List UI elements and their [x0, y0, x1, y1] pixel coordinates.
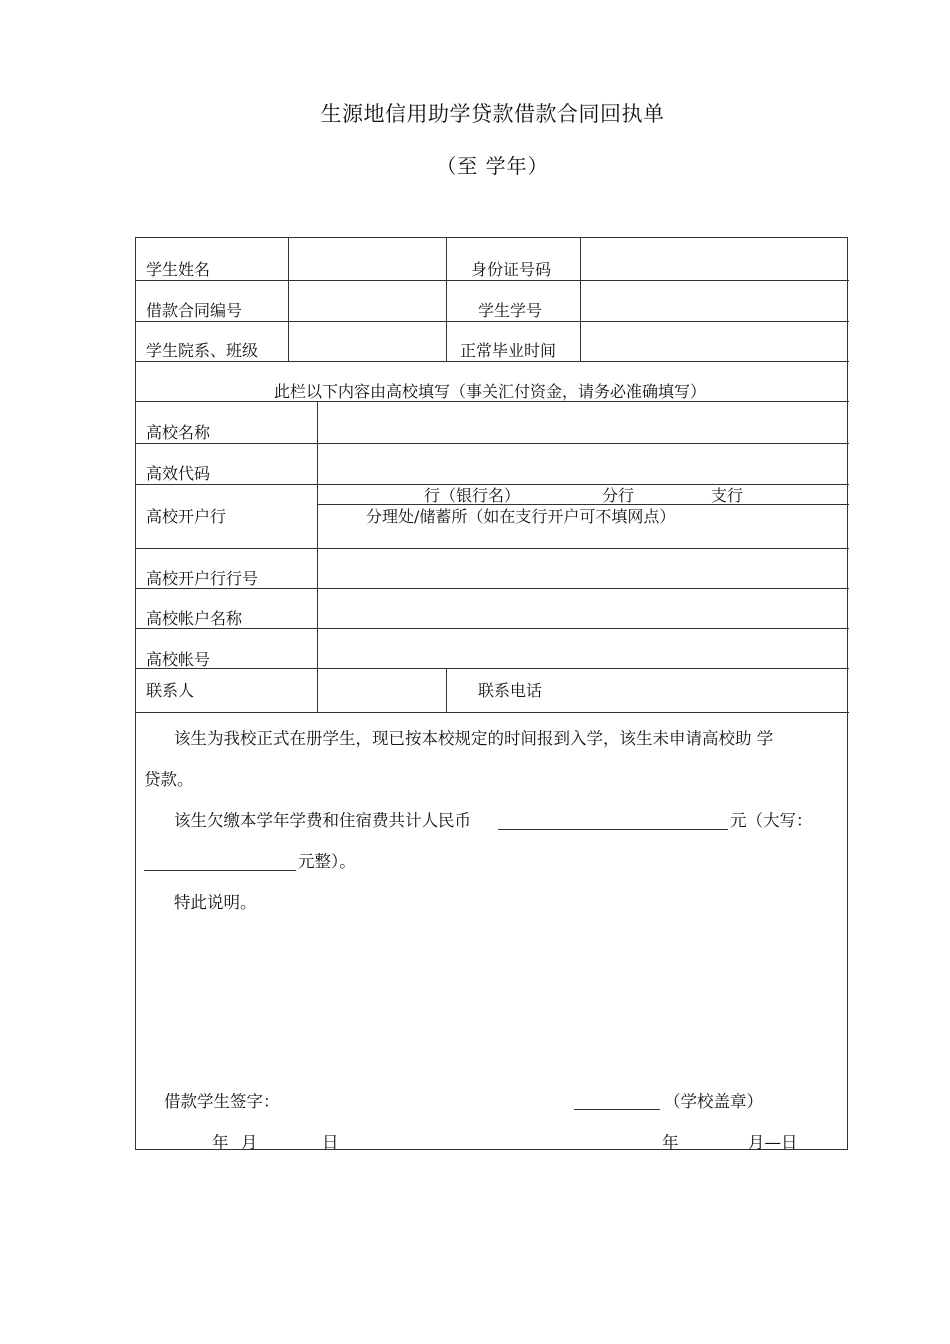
statement-amount-words-suffix: 元整）。 — [298, 852, 356, 871]
receipt-form — [135, 237, 848, 1150]
bank-subbranch-field: 支行 — [711, 486, 744, 505]
statement-amount-prefix: 该生欠缴本学年学费和住宿费共计人民币 — [174, 811, 471, 830]
label-contract-number: 借款合同编号 — [146, 301, 243, 320]
label-id-number: 身份证号码 — [471, 260, 552, 279]
statement-line-1: 该生为我校正式在册学生，现已按本校规定的时间报到入学，该生未申请高校助 学 — [174, 729, 774, 748]
bank-outlet-field: 分理处/储蓄所（如在支行开户可不填网点） — [366, 507, 676, 526]
label-student-name: 学生姓名 — [146, 260, 211, 279]
label-school-name: 高校名称 — [146, 423, 211, 442]
label-graduation-time: 正常毕业时间 — [460, 341, 557, 360]
label-contact-phone: 联系电话 — [478, 681, 543, 700]
student-date-day: 日 — [322, 1133, 339, 1152]
statement-closing: 特此说明。 — [174, 893, 257, 912]
label-contact-person: 联系人 — [146, 681, 195, 700]
school-date-year: 年 — [662, 1133, 679, 1152]
statement-amount-suffix: 元（大写： — [730, 811, 813, 830]
student-date-month: 月 — [241, 1133, 258, 1152]
seal-blank — [574, 1109, 660, 1110]
label-student-number: 学生学号 — [478, 301, 543, 320]
school-fill-notice: 此栏以下内容由高校填写（事关汇付资金，请务必准确填写） — [274, 382, 707, 401]
label-account-number: 高校帐号 — [146, 650, 211, 669]
label-department-class: 学生院系、班级 — [146, 341, 259, 360]
student-date-year: 年 — [212, 1133, 229, 1152]
academic-year-subtitle: （至 学年） — [436, 154, 549, 178]
label-account-name: 高校帐户名称 — [146, 609, 243, 628]
school-date-month-day: 月—日 — [748, 1133, 798, 1152]
document-title: 生源地信用助学贷款借款合同回执单 — [320, 102, 665, 126]
label-school-code: 高效代码 — [146, 464, 211, 483]
student-signature-label: 借款学生签字： — [164, 1092, 280, 1111]
label-school-bank: 高校开户行 — [146, 507, 227, 526]
school-seal-label: （学校盖章） — [664, 1092, 763, 1111]
amount-words-blank — [144, 870, 296, 871]
bank-branch-field: 分行 — [602, 486, 635, 505]
bank-name-field: 行（银行名） — [424, 486, 521, 505]
amount-blank — [498, 829, 728, 830]
statement-line-2: 贷款。 — [144, 770, 194, 789]
label-bank-number: 高校开户行行号 — [146, 569, 259, 588]
